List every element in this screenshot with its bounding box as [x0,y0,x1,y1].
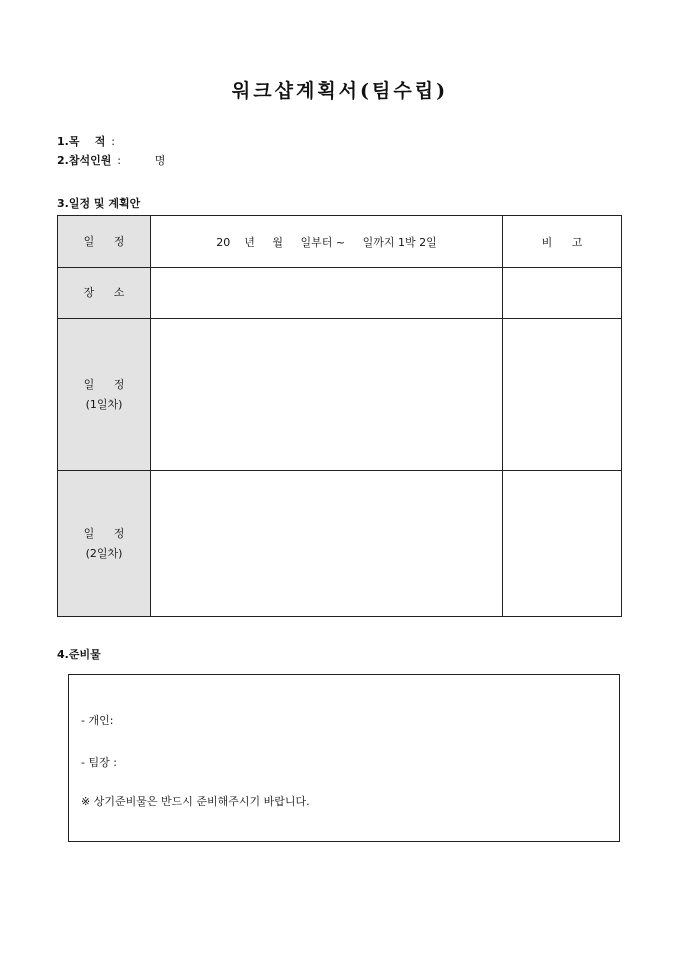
day2-label-line1: 일 정 [83,526,133,540]
date-value-cell[interactable] [151,216,503,268]
supplies-personal: - 개인: [81,714,114,727]
schedule-table [57,215,622,617]
date-value: 20 년 월 일부터 ~ 일까지 1박 2일 [216,235,437,249]
schedule-section-heading: 3.일정 및 계획안 [57,197,141,210]
purpose-value: : [111,135,115,148]
day1-label-cell [58,319,151,471]
purpose-label: 1.목 적 [57,135,106,148]
date-label: 일 정 [83,234,133,248]
document-title: 워크샵계획서(팀수립) [231,80,449,102]
purpose-field [57,133,115,149]
day2-label-cell [58,471,151,617]
remarks-header-cell [503,216,622,268]
date-row [58,216,622,268]
attendees-label: 2.참석인원 [57,154,112,167]
day1-row [58,319,622,471]
date-label-cell [58,216,151,268]
day2-remarks-cell[interactable] [503,471,622,617]
supplies-notice: ※ 상기준비물은 반드시 준비해주시기 바랍니다. [81,795,310,808]
day2-label-line2: (2일차) [85,546,123,560]
day1-remarks-cell[interactable] [503,319,622,471]
place-row [58,268,622,319]
day1-content-cell[interactable] [151,319,503,471]
remarks-label: 비 고 [541,235,591,249]
day1-label-line1: 일 정 [83,377,133,391]
supplies-team-leader: - 팀장 : [81,756,117,769]
attendees-field [57,152,165,168]
place-label: 장 소 [83,286,133,299]
attendees-value: : [117,154,121,167]
place-value-cell[interactable] [151,268,503,319]
place-label-cell [58,268,151,319]
supplies-section-heading: 4.준비물 [57,648,101,661]
day2-row [58,471,622,617]
supplies-box [68,674,620,842]
place-remarks-cell[interactable] [503,268,622,319]
attendees-unit: 명 [154,154,166,167]
day2-content-cell[interactable] [151,471,503,617]
day1-label-line2: (1일차) [85,397,123,411]
